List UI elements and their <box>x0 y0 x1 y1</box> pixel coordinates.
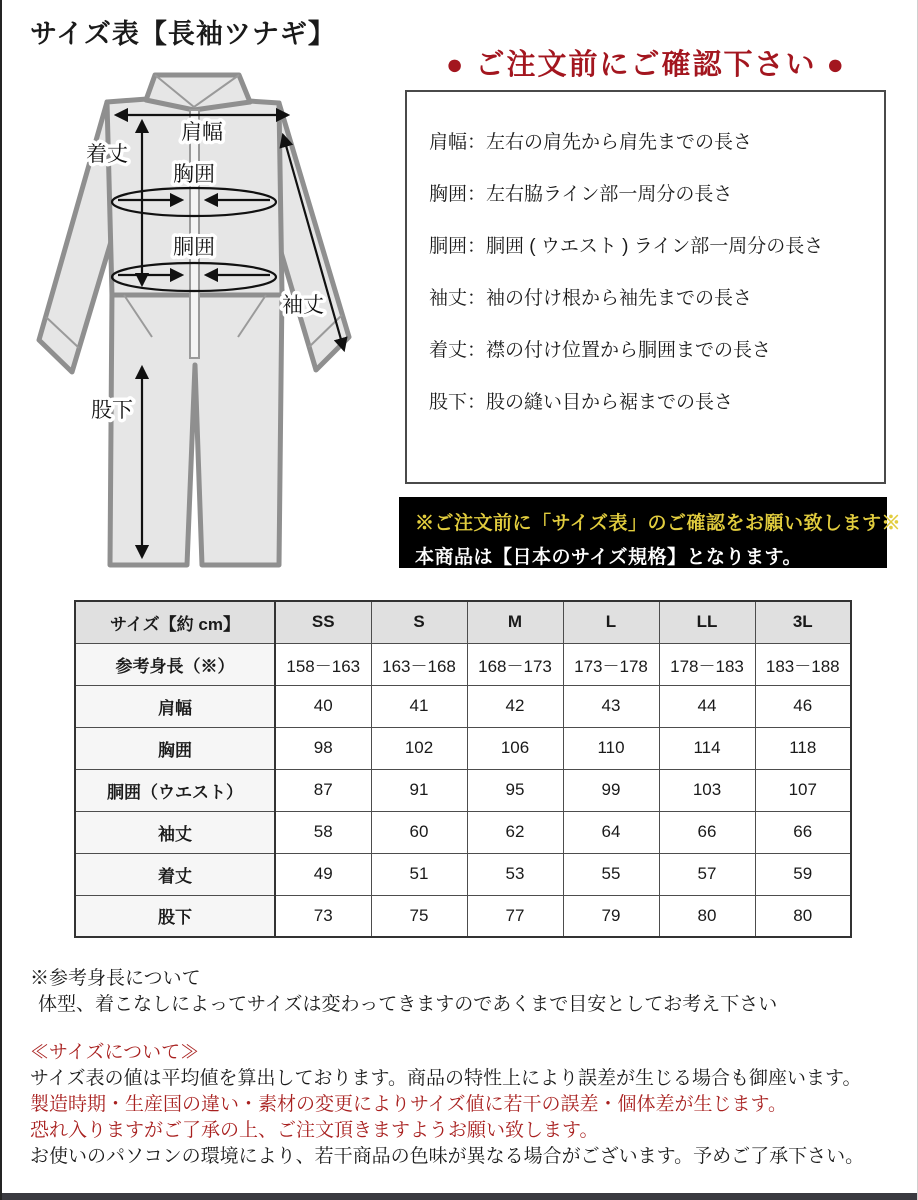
table-row <box>75 643 851 685</box>
table-cell: 44 <box>659 685 755 727</box>
table-header-s: S <box>371 601 467 643</box>
table-cell: 77 <box>467 895 563 937</box>
footnote-height-note: 体型、着こなしによってサイズは変わってきますのであくまで目安としてお考え下さい <box>38 994 778 1015</box>
table-cell: 75 <box>371 895 467 937</box>
inseam-label: 股下 <box>91 399 133 422</box>
table-cell: 168－173 <box>467 643 563 685</box>
table-cell: 103 <box>659 769 755 811</box>
table-cell: 51 <box>371 853 467 895</box>
notice-check-size-chart: ※ご注文前に「サイズ表」のご確認をお願い致します※ <box>415 513 901 534</box>
shoulder-width-label: 肩幅 <box>181 121 223 144</box>
table-header-ll: LL <box>659 601 755 643</box>
table-cell: 49 <box>275 853 371 895</box>
table-cell: 106 <box>467 727 563 769</box>
table-header-3l: 3L <box>755 601 851 643</box>
definition-sleeve: 袖丈：袖の付け根から袖先までの長さ <box>429 288 753 309</box>
table-cell: 80 <box>755 895 851 937</box>
table-row <box>75 811 851 853</box>
table-cell: 60 <box>371 811 467 853</box>
table-cell: 91 <box>371 769 467 811</box>
table-row-label: 袖丈 <box>75 811 275 853</box>
table-cell: 118 <box>755 727 851 769</box>
footnote-size-heading: ≪サイズについて≫ <box>30 1042 200 1063</box>
table-cell: 53 <box>467 853 563 895</box>
table-cell: 107 <box>755 769 851 811</box>
table-cell: 66 <box>659 811 755 853</box>
table-cell: 42 <box>467 685 563 727</box>
table-cell: 62 <box>467 811 563 853</box>
definition-body-length: 着丈：襟の付け位置から胴囲までの長さ <box>429 340 772 361</box>
table-cell: 79 <box>563 895 659 937</box>
table-row <box>75 727 851 769</box>
table-cell: 98 <box>275 727 371 769</box>
table-row <box>75 853 851 895</box>
definition-waist: 胴囲：胴囲 ( ウエスト ) ライン部一周分の長さ <box>429 236 824 257</box>
table-row <box>75 685 851 727</box>
table-cell: 183－188 <box>755 643 851 685</box>
table-cell: 110 <box>563 727 659 769</box>
table-cell: 114 <box>659 727 755 769</box>
table-cell: 95 <box>467 769 563 811</box>
table-cell: 46 <box>755 685 851 727</box>
size-table <box>74 600 852 938</box>
table-cell: 55 <box>563 853 659 895</box>
sleeve-length-label: 袖丈 <box>282 294 324 317</box>
footnote-average-note: サイズ表の値は平均値を算出しております。商品の特性上により誤差が生じる場合も御座います。 <box>30 1068 862 1089</box>
footnotes <box>30 966 864 1170</box>
table-row-label: 参考身長（※） <box>75 643 275 685</box>
table-cell: 59 <box>755 853 851 895</box>
notice-japan-standard: 本商品は【日本のサイズ規格】となります。 <box>415 547 802 568</box>
definition-shoulder: 肩幅：左右の肩先から肩先までの長さ <box>429 132 753 153</box>
zipper-placket <box>190 110 199 358</box>
table-cell: 173－178 <box>563 643 659 685</box>
table-header-row <box>75 601 851 643</box>
table-row-label: 股下 <box>75 895 275 937</box>
table-cell: 41 <box>371 685 467 727</box>
table-cell: 178－183 <box>659 643 755 685</box>
table-cell: 57 <box>659 853 755 895</box>
table-cell: 64 <box>563 811 659 853</box>
footnote-apology-note: 恐れ入りますがご了承の上、ご注文頂きますようお願い致します。 <box>30 1120 599 1141</box>
table-row-label: 胸囲 <box>75 727 275 769</box>
measurement-definitions-box <box>405 90 886 484</box>
table-cell: 80 <box>659 895 755 937</box>
footnote-height-heading: ※参考身長について <box>30 968 201 989</box>
page-bottom-edge <box>2 1193 917 1200</box>
definition-chest: 胸囲：左右脇ライン部一周分の長さ <box>429 184 733 205</box>
table-cell: 158－163 <box>275 643 371 685</box>
table-header-size: サイズ【約 cm】 <box>75 601 275 643</box>
table-row <box>75 895 851 937</box>
table-cell: 40 <box>275 685 371 727</box>
confirm-before-order-banner: ● ご注文前にご確認下さい ● <box>445 49 847 81</box>
table-row-label: 肩幅 <box>75 685 275 727</box>
table-row-label: 着丈 <box>75 853 275 895</box>
size-notice-box <box>399 497 901 568</box>
table-cell: 163－168 <box>371 643 467 685</box>
coverall-measurement-diagram <box>24 55 399 590</box>
table-row-label: 胴囲（ウエスト） <box>75 769 275 811</box>
table-header-m: M <box>467 601 563 643</box>
table-header-ss: SS <box>275 601 371 643</box>
footnote-variance-note: 製造時期・生産国の違い・素材の変更によりサイズ値に若干の誤差・個体差が生じます。 <box>30 1094 787 1115</box>
table-cell: 73 <box>275 895 371 937</box>
table-row <box>75 769 851 811</box>
table-cell: 58 <box>275 811 371 853</box>
waist-label: 胴囲 <box>173 236 215 259</box>
table-cell: 66 <box>755 811 851 853</box>
page-title: サイズ表【長袖ツナギ】 <box>30 19 336 49</box>
table-cell: 87 <box>275 769 371 811</box>
table-cell: 102 <box>371 727 467 769</box>
table-cell: 43 <box>563 685 659 727</box>
table-header-l: L <box>563 601 659 643</box>
chest-label: 胸囲 <box>173 163 215 186</box>
footnote-monitor-note: お使いのパソコンの環境により、若干商品の色味が異なる場合がございます。予めご了承下さい。 <box>30 1146 865 1167</box>
body-length-label: 着丈 <box>86 143 128 166</box>
definition-inseam: 股下：股の縫い目から裾までの長さ <box>429 392 734 413</box>
table-cell: 99 <box>563 769 659 811</box>
